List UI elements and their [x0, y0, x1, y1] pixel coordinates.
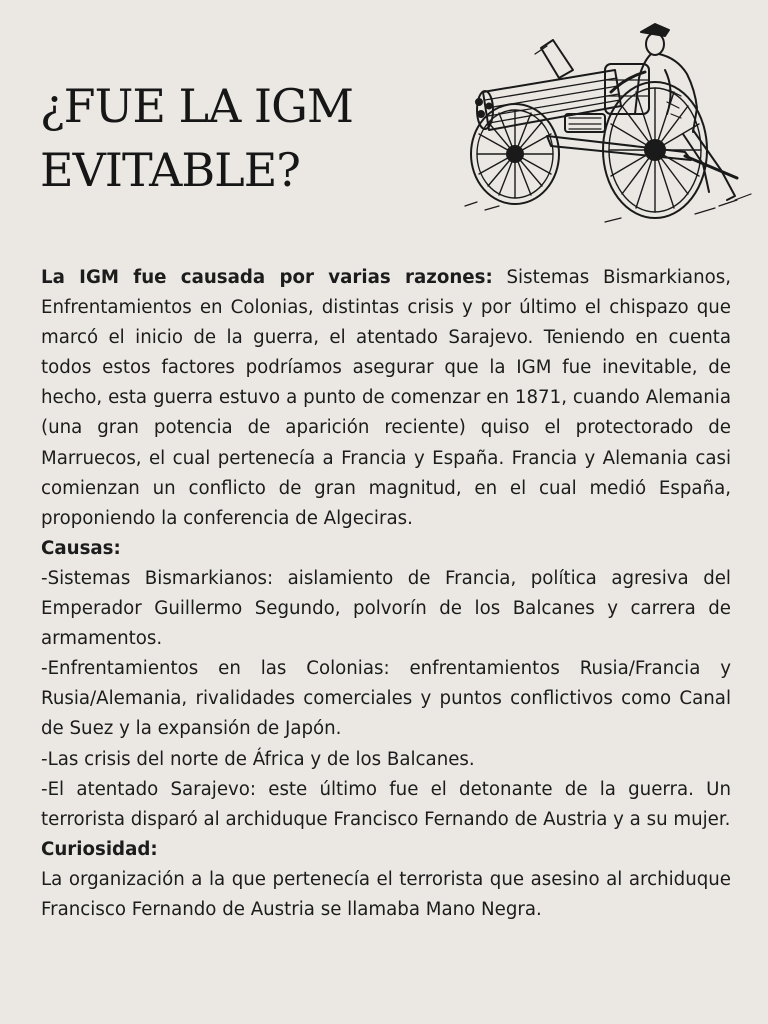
article-body: [41, 263, 731, 925]
causes-heading: Causas:: [41, 537, 121, 559]
gatling-gun-soldier-icon: [455, 10, 767, 235]
title-line-2: EVITABLE?: [40, 143, 300, 197]
curiosity-text: La organización a la que pertenecía el terrorista que asesino al archiduque Francisco Fernando de Austria se llamaba Mano Negra.: [41, 868, 731, 920]
intro-text: Sistemas Bismarkianos, Enfrentamientos en Colonias, distintas crisis y por último el chispazo que marcó el inicio de la guerra, el atentado Sarajevo. Teniendo en cuenta todos estos factores podríamos asegurar que la IGM fue inevitable, de hecho, esta guerra estuvo a punto de comenzar en 1871, cuando Alemania (una gran potencia de aparición reciente) quiso el protectorado de Marruecos, el cual pertenecía a Francia y España. Francia y Alemania casi comienzan un conflicto de gran magnitud, en el cual medió España, proponiendo la conferencia de Algeciras.: [41, 267, 731, 529]
cause-item: -El atentado Sarajevo: este último fue el detonante de la guerra. Un terrorista disparó al archiduque Francisco Fernando de Austria y a su mujer.: [41, 778, 731, 830]
page-title: [40, 74, 353, 202]
cause-item: -Sistemas Bismarkianos: aislamiento de Francia, política agresiva del Emperador Guillermo Segundo, polvorín de los Balcanes y carrera de armamentos.: [41, 567, 731, 650]
cause-item: -Las crisis del norte de África y de los Balcanes.: [41, 748, 475, 770]
intro-heading: La IGM fue causada por varias razones:: [41, 267, 493, 288]
cause-item: -Enfrentamientos en las Colonias: enfrentamientos Rusia/Francia y Rusia/Alemania, rivalidades comerciales y puntos conflictivos como Canal de Suez y la expansión de Japón.: [41, 658, 731, 740]
curiosity-heading: Curiosidad:: [41, 838, 158, 860]
intro-paragraph: [41, 263, 731, 534]
title-line-1: ¿FUE LA IGM: [40, 79, 353, 133]
